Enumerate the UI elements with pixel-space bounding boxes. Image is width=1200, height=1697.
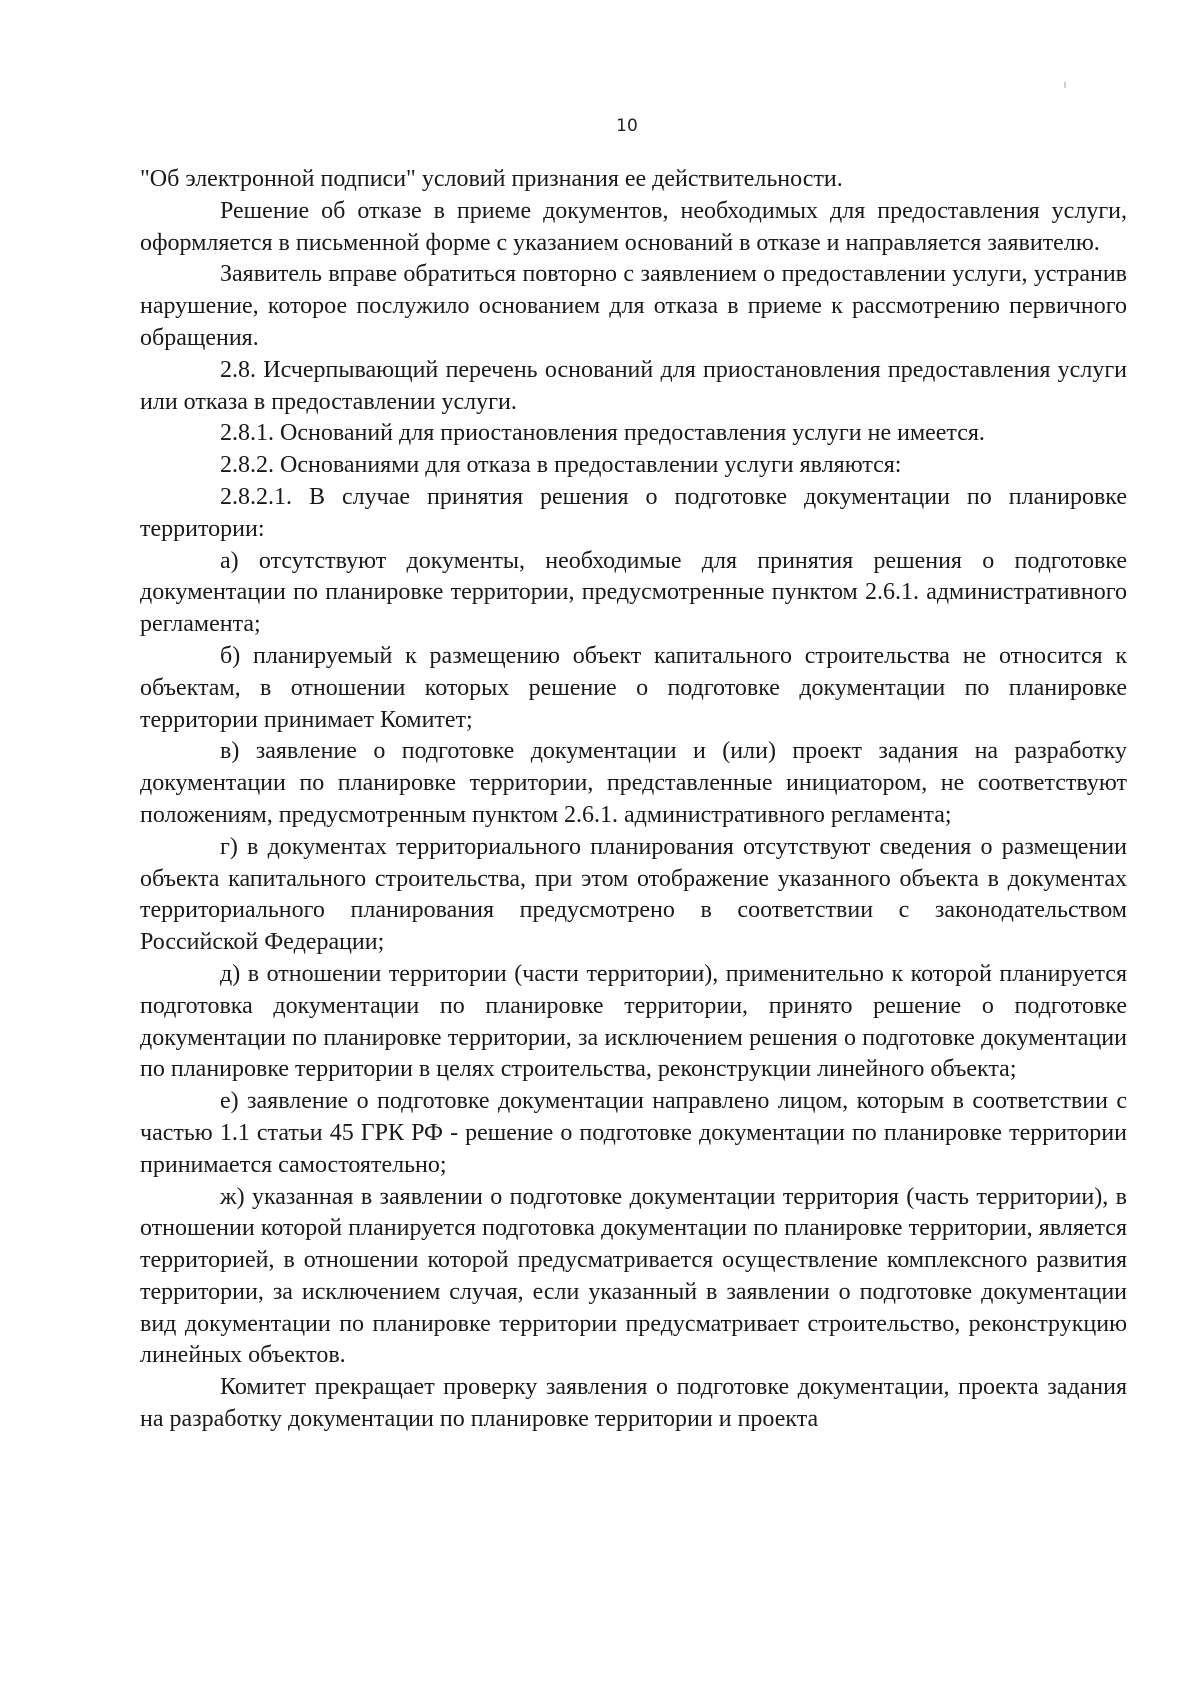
paragraph-section-2-8-2-1: 2.8.2.1. В случае принятия решения о подготовке документации по планировке территории:	[140, 483, 1127, 542]
document-body	[140, 164, 1127, 1436]
list-item-a: а) отсутствуют документы, необходимые для принятия решения о подготовке документации по планировке территории, предусмотренные пунктом 2.6.1. административного регламента;	[140, 547, 1127, 638]
list-item-b: б) планируемый к размещению объект капитального строительства не относится к объектам, в отношении которых решение о подготовке документации по планировке территории принимает Комитет;	[140, 642, 1127, 733]
list-item-v: в) заявление о подготовке документации и (или) проект задания на разработку документации по планировке территории, представленные инициатором, не соответствуют положениям, предусмотренным пунктом 2.6.1. административного регламента;	[140, 738, 1127, 828]
paragraph-section-2-8: 2.8. Исчерпывающий перечень оснований для приостановления предоставления услуги или отказа в предоставлении услуги.	[140, 356, 1127, 415]
paragraph-refusal-decision: Решение об отказе в приеме документов, необходимых для предоставления услуги, оформляется в письменной форме с указанием оснований в отказе и направляется заявителю.	[140, 197, 1127, 256]
paragraph-repeat-application: Заявитель вправе обратиться повторно с заявлением о предоставлении услуги, устранив нарушение, которое послужило основанием для отказа в приеме к рассмотрению первичного обращения.	[140, 261, 1127, 351]
list-item-e: е) заявление о подготовке документации направлено лицом, которым в соответствии с частью 1.1 статьи 45 ГРК РФ - решение о подготовке документации по планировке территории принимается самостоятельно;	[140, 1088, 1127, 1178]
paragraph-section-2-8-1: 2.8.1. Оснований для приостановления предоставления услуги не имеется.	[220, 420, 985, 447]
list-item-g: г) в документах территориального планирования отсутствуют сведения о размещении объекта капитального строительства, при этом отображение указанного объекта в документах территориального планирования предусмотрено в соответствии с законодательством Российской Федерации;	[140, 833, 1127, 956]
page-number: 10	[616, 116, 638, 136]
paragraph-section-2-8-2: 2.8.2. Основаниями для отказа в предоставлении услуги являются:	[220, 452, 902, 479]
paragraph-signature-conditions: "Об электронной подписи" условий признания ее действительности.	[140, 166, 843, 192]
paragraph-committee-stops-check: Комитет прекращает проверку заявления о подготовке документации, проекта задания на разработку документации по планировке территории и проекта	[140, 1374, 1127, 1433]
list-item-zh: ж) указанная в заявлении о подготовке документации территория (часть территории), в отношении которой планируется подготовка документации по планировке территории, является территорией, в отношении которой предусматривается осуществление комплексного развития территории, за исключением случая, если указанный в заявлении о подготовке документации вид документации по планировке территории предусматривает строительство, реконструкцию линейных объектов.	[140, 1183, 1127, 1369]
list-item-d: д) в отношении территории (части территории), применительно к которой планируется подготовка документации по планировке территории, принято решение о подготовке документации по планировке территории, за исключением решения о подготовке документации по планировке территории в целях строительства, реконструкции линейного объекта;	[140, 960, 1127, 1083]
scan-speck	[1064, 82, 1066, 88]
